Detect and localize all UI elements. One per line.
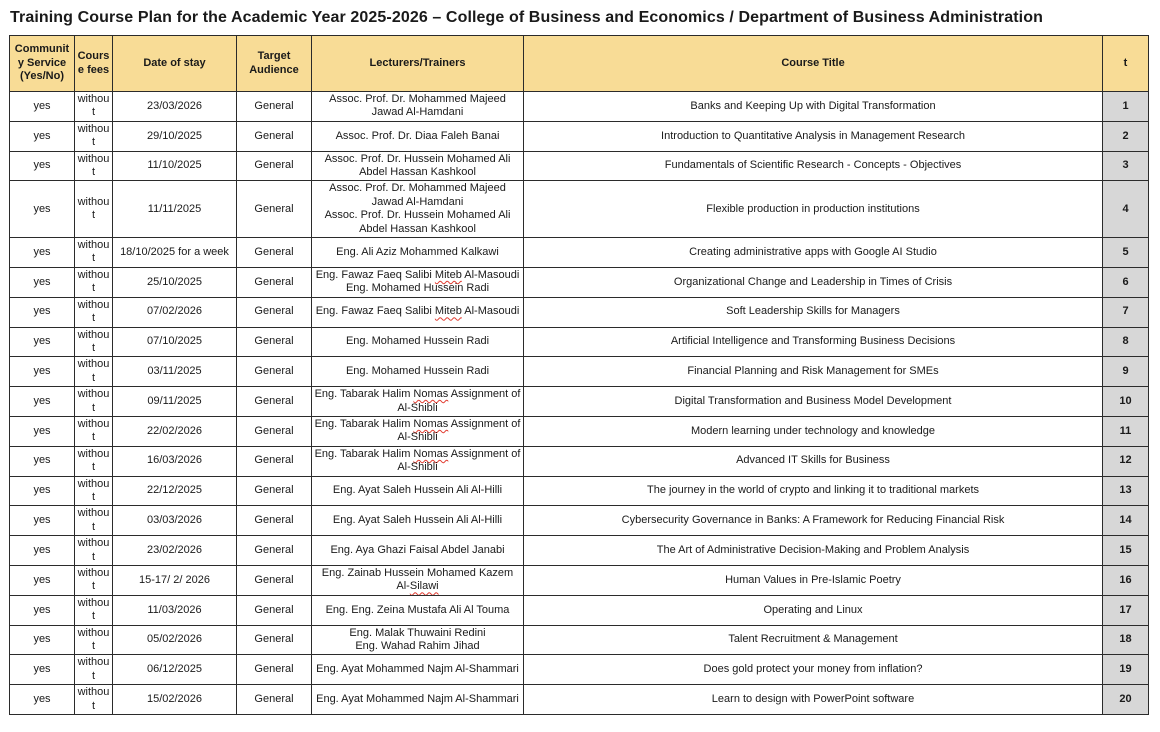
cell-date: 09/11/2025 [113, 387, 237, 417]
cell-audience: General [237, 181, 312, 238]
cell-num: 8 [1103, 327, 1149, 357]
cell-num: 13 [1103, 476, 1149, 506]
col-header-lecturers-trainers: Lecturers/Trainers [312, 36, 524, 92]
cell-fees: without [75, 327, 113, 357]
col-header-course-title: Course Title [524, 36, 1103, 92]
table-row [10, 685, 1149, 715]
page-title: Training Course Plan for the Academic Year 2025-2026 – College of Business and Economics / Department of Business Administration [10, 9, 1043, 26]
cell-audience: General [237, 267, 312, 297]
cell-title: Modern learning under technology and knowledge [524, 416, 1103, 446]
cell-lecturers [312, 506, 524, 536]
cell-community: yes [10, 595, 75, 625]
cell-date: 15/02/2026 [113, 685, 237, 715]
cell-audience: General [237, 476, 312, 506]
lecturer-name: Assoc. Prof. Dr. Diaa Faleh Banai [335, 129, 500, 142]
cell-lecturers [312, 416, 524, 446]
cell-num: 16 [1103, 566, 1149, 596]
cell-audience: General [237, 446, 312, 476]
cell-num: 2 [1103, 121, 1149, 151]
col-header-community-service: Community Service (Yes/No) [10, 36, 75, 92]
cell-lecturers [312, 625, 524, 655]
cell-date: 07/02/2026 [113, 297, 237, 327]
cell-lecturers [312, 327, 524, 357]
header-row [10, 36, 1149, 92]
cell-community: yes [10, 357, 75, 387]
cell-fees: without [75, 476, 113, 506]
cell-num: 19 [1103, 655, 1149, 685]
lecturer-name: Eng. Ayat Saleh Hussein Ali Al-Hilli [332, 514, 503, 527]
cell-date: 11/10/2025 [113, 151, 237, 181]
cell-community: yes [10, 416, 75, 446]
cell-audience: General [237, 536, 312, 566]
table-row [10, 655, 1149, 685]
lecturer-name: Eng. Eng. Zeina Mustafa Ali Al Touma [325, 603, 510, 616]
cell-fees: without [75, 506, 113, 536]
lecturer-name: Eng. Ali Aziz Mohammed Kalkawi [336, 245, 499, 258]
col-header-date-of-stay: Date of stay [113, 36, 237, 92]
cell-num: 17 [1103, 595, 1149, 625]
col-header-target-audience: Target Audience [237, 36, 312, 92]
cell-audience: General [237, 506, 312, 536]
cell-community: yes [10, 297, 75, 327]
cell-num: 4 [1103, 181, 1149, 238]
cell-title: Soft Leadership Skills for Managers [524, 297, 1103, 327]
cell-lecturers [312, 267, 524, 297]
lecturer-name: Eng. Aya Ghazi Faisal Abdel Janabi [330, 543, 505, 556]
lecturer-name: Eng. Ayat Mohammed Najm Al-Shammari [316, 692, 519, 705]
lecturer-name: Assoc. Prof. Dr. Mohammed Majeed Jawad Al-Hamdani [329, 93, 506, 119]
cell-audience: General [237, 297, 312, 327]
cell-lecturers [312, 595, 524, 625]
cell-fees: without [75, 387, 113, 417]
cell-audience: General [237, 121, 312, 151]
cell-audience: General [237, 685, 312, 715]
lecturer-name: Eng. Zainab Hussein Mohamed Kazem Al-Silawi [321, 567, 514, 593]
cell-date: 22/02/2026 [113, 416, 237, 446]
spellcheck-underline: Miteb [434, 268, 462, 281]
cell-community: yes [10, 387, 75, 417]
cell-num: 11 [1103, 416, 1149, 446]
cell-date: 22/12/2025 [113, 476, 237, 506]
cell-fees: without [75, 92, 113, 122]
cell-audience: General [237, 92, 312, 122]
cell-fees: without [75, 566, 113, 596]
cell-fees: without [75, 446, 113, 476]
cell-lecturers [312, 357, 524, 387]
cell-audience: General [237, 416, 312, 446]
cell-title: Advanced IT Skills for Business [524, 446, 1103, 476]
table-row [10, 297, 1149, 327]
lecturer-name: Eng. Mohamed Hussein Radi [345, 282, 490, 295]
lecturer-name: Eng. Malak Thuwaini Redini [349, 626, 486, 639]
cell-title: Learn to design with PowerPoint software [524, 685, 1103, 715]
table-row [10, 387, 1149, 417]
cell-lecturers [312, 387, 524, 417]
cell-num: 7 [1103, 297, 1149, 327]
spellcheck-underline: Miteb [434, 305, 462, 318]
table-row [10, 238, 1149, 268]
cell-date: 11/11/2025 [113, 181, 237, 238]
cell-fees: without [75, 416, 113, 446]
cell-community: yes [10, 506, 75, 536]
cell-fees: without [75, 655, 113, 685]
cell-num: 5 [1103, 238, 1149, 268]
cell-num: 14 [1103, 506, 1149, 536]
cell-title: Artificial Intelligence and Transforming Business Decisions [524, 327, 1103, 357]
cell-community: yes [10, 238, 75, 268]
cell-lecturers [312, 476, 524, 506]
cell-title: Banks and Keeping Up with Digital Transformation [524, 92, 1103, 122]
cell-date: 03/03/2026 [113, 506, 237, 536]
cell-date: 03/11/2025 [113, 357, 237, 387]
table-row [10, 92, 1149, 122]
cell-title: The Art of Administrative Decision-Making and Problem Analysis [524, 536, 1103, 566]
cell-title: Operating and Linux [524, 595, 1103, 625]
cell-title: Creating administrative apps with Google AI Studio [524, 238, 1103, 268]
cell-title: Does gold protect your money from inflation? [524, 655, 1103, 685]
cell-num: 10 [1103, 387, 1149, 417]
lecturer-name: Eng. Fawaz Faeq Salibi Miteb Al-Masoudi [315, 268, 520, 281]
cell-num: 1 [1103, 92, 1149, 122]
cell-community: yes [10, 625, 75, 655]
cell-community: yes [10, 536, 75, 566]
cell-audience: General [237, 238, 312, 268]
cell-num: 20 [1103, 685, 1149, 715]
lecturer-name: Assoc. Prof. Dr. Hussein Mohamed Ali Abdel Hassan Kashkool [324, 209, 511, 235]
cell-title: Flexible production in production institutions [524, 181, 1103, 238]
lecturer-name: Eng. Tabarak Halim Nomas Assignment of Al-Shibli [314, 447, 521, 474]
cell-audience: General [237, 595, 312, 625]
cell-lecturers [312, 238, 524, 268]
cell-fees: without [75, 121, 113, 151]
table-row [10, 566, 1149, 596]
cell-community: yes [10, 92, 75, 122]
table-row [10, 536, 1149, 566]
cell-community: yes [10, 121, 75, 151]
cell-num: 6 [1103, 267, 1149, 297]
cell-community: yes [10, 566, 75, 596]
cell-date: 18/10/2025 for a week [113, 238, 237, 268]
table-row [10, 121, 1149, 151]
cell-fees: without [75, 536, 113, 566]
table-header [10, 36, 1149, 92]
cell-community: yes [10, 476, 75, 506]
table-body [10, 92, 1149, 715]
lecturer-name: Eng. Ayat Saleh Hussein Ali Al-Hilli [332, 484, 503, 497]
cell-audience: General [237, 327, 312, 357]
cell-fees: without [75, 297, 113, 327]
cell-community: yes [10, 267, 75, 297]
cell-community: yes [10, 685, 75, 715]
cell-date: 15-17/ 2/ 2026 [113, 566, 237, 596]
cell-date: 05/02/2026 [113, 625, 237, 655]
cell-audience: General [237, 566, 312, 596]
table-row [10, 416, 1149, 446]
table-row [10, 506, 1149, 536]
cell-date: 07/10/2025 [113, 327, 237, 357]
cell-fees: without [75, 238, 113, 268]
cell-audience: General [237, 655, 312, 685]
cell-fees: without [75, 357, 113, 387]
cell-title: Organizational Change and Leadership in Times of Crisis [524, 267, 1103, 297]
spellcheck-underline: Silawi [409, 580, 439, 593]
table-row [10, 151, 1149, 181]
cell-fees: without [75, 267, 113, 297]
table-row [10, 625, 1149, 655]
lecturer-name: Eng. Fawaz Faeq Salibi Miteb Al-Masoudi [315, 305, 520, 318]
cell-community: yes [10, 655, 75, 685]
cell-num: 18 [1103, 625, 1149, 655]
table-row [10, 476, 1149, 506]
lecturer-name: Eng. Tabarak Halim Nomas Assignment of Al-Shibli [314, 417, 521, 444]
cell-date: 16/03/2026 [113, 446, 237, 476]
cell-lecturers [312, 121, 524, 151]
cell-fees: without [75, 685, 113, 715]
lecturer-name: Eng. Tabarak Halim Nomas Assignment of Al-Shibli [314, 388, 521, 414]
cell-fees: without [75, 625, 113, 655]
cell-title: Fundamentals of Scientific Research - Concepts - Objectives [524, 151, 1103, 181]
table-row [10, 595, 1149, 625]
cell-num: 3 [1103, 151, 1149, 181]
spellcheck-underline: Nomas [413, 388, 449, 401]
cell-community: yes [10, 151, 75, 181]
spellcheck-underline: Nomas [413, 417, 449, 430]
cell-title: Cybersecurity Governance in Banks: A Framework for Reducing Financial Risk [524, 506, 1103, 536]
cell-audience: General [237, 357, 312, 387]
cell-fees: without [75, 151, 113, 181]
cell-num: 12 [1103, 446, 1149, 476]
cell-lecturers [312, 181, 524, 238]
cell-audience: General [237, 625, 312, 655]
course-plan-table [9, 35, 1149, 715]
cell-title: Digital Transformation and Business Model Development [524, 387, 1103, 417]
cell-community: yes [10, 327, 75, 357]
cell-community: yes [10, 446, 75, 476]
spellcheck-underline: Nomas [413, 447, 449, 460]
cell-fees: without [75, 595, 113, 625]
lecturer-name: Eng. Mohamed Hussein Radi [345, 335, 490, 348]
cell-date: 25/10/2025 [113, 267, 237, 297]
cell-lecturers [312, 655, 524, 685]
cell-title: The journey in the world of crypto and linking it to traditional markets [524, 476, 1103, 506]
table-row [10, 327, 1149, 357]
cell-audience: General [237, 151, 312, 181]
cell-title: Talent Recruitment & Management [524, 625, 1103, 655]
lecturer-name: Eng. Mohamed Hussein Radi [345, 365, 490, 378]
cell-community: yes [10, 181, 75, 238]
table-row [10, 267, 1149, 297]
cell-lecturers [312, 446, 524, 476]
lecturer-name: Eng. Ayat Mohammed Najm Al-Shammari [316, 663, 519, 676]
cell-lecturers [312, 536, 524, 566]
cell-date: 29/10/2025 [113, 121, 237, 151]
cell-audience: General [237, 387, 312, 417]
cell-lecturers [312, 151, 524, 181]
cell-lecturers [312, 685, 524, 715]
table-row [10, 357, 1149, 387]
cell-title: Introduction to Quantitative Analysis in Management Research [524, 121, 1103, 151]
cell-num: 9 [1103, 357, 1149, 387]
cell-num: 15 [1103, 536, 1149, 566]
cell-lecturers [312, 297, 524, 327]
table-row [10, 446, 1149, 476]
cell-date: 23/03/2026 [113, 92, 237, 122]
col-header-t: t [1103, 36, 1149, 92]
col-header-course-fees: Course fees [75, 36, 113, 92]
lecturer-name: Eng. Wahad Rahim Jihad [355, 640, 480, 653]
lecturer-name: Assoc. Prof. Dr. Hussein Mohamed Ali Abdel Hassan Kashkool [324, 152, 511, 179]
cell-lecturers [312, 566, 524, 596]
lecturer-name: Assoc. Prof. Dr. Mohammed Majeed Jawad Al-Hamdani [329, 182, 506, 208]
cell-date: 11/03/2026 [113, 595, 237, 625]
cell-lecturers [312, 92, 524, 122]
cell-title: Financial Planning and Risk Management for SMEs [524, 357, 1103, 387]
cell-date: 23/02/2026 [113, 536, 237, 566]
table-row [10, 181, 1149, 238]
cell-title: Human Values in Pre-Islamic Poetry [524, 566, 1103, 596]
cell-date: 06/12/2025 [113, 655, 237, 685]
cell-fees: without [75, 181, 113, 238]
